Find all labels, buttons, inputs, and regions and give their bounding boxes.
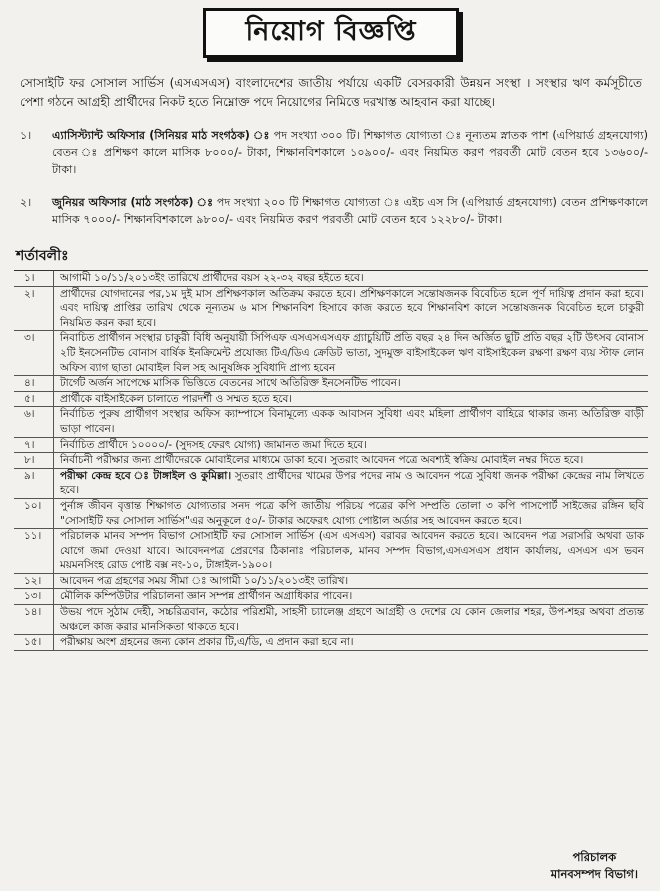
post-item [14, 127, 648, 178]
condition-body: পরীক্ষায় অংশ গ্রহনের জন্য কোন প্রকার টি,এ/ডি, এ প্রদান করা হবে না। [60, 636, 354, 649]
condition-body: টার্গেট অর্জন সাপেক্ষে মাসিক ভিত্তিতে বেতনের সাথে অতিরিক্ত ইনসেনটিভ পাবেন। [60, 377, 401, 390]
condition-number: ১২। [14, 574, 54, 589]
condition-body: নির্বাচনী পরীক্ষার জন্য প্রার্থীদেরকে মোবাইলের মাধ্যমে ডাকা হবে। সুতরাং আবেদন পত্রে অবশ্যই স্বক্রিয় মোবাইল নম্বর দিতে হবে। [60, 454, 584, 467]
condition-text [54, 453, 648, 468]
condition-body: প্রার্থীদের যোগদানের পর,১ম দুই মাস প্রশিক্ষণকাল অতিক্রম করতে হবে। প্রশিক্ষণকালে সন্তোষজনক বিবেচিত হলে পূর্ণ দায়িত্ব প্রদান করা হবে। এবং দায়িত্ব প্রাপ্তির তারিখ থেকে নূন্যতম ৬ মাস শিক্ষানবিশ হিসাবে কাজ করতে হবে শিক্ষানবিশ কালে সন্তোষজনক বিবেচিত হলে চাকুরী নিয়মিত করন করা হবে। [60, 287, 644, 329]
condition-row [14, 635, 648, 651]
condition-body: উভয় পদে সুঠাম দেহী, সচ্চরিত্রবান, কঠোর পরিশ্রমী, সাহসী চ্যালেঞ্জ গ্রহণে আগ্রহী ও দেশের যে কোন জেলার শহর, উপ-শহর অথবা প্রত্যন্ত অঞ্চলে কাজ করার মানসিকতা থাকতে হবে। [60, 606, 644, 633]
condition-row [14, 287, 648, 332]
condition-number: ১। [14, 271, 54, 286]
condition-number: ১৫। [14, 635, 54, 650]
condition-row [14, 271, 648, 287]
condition-text [54, 287, 648, 331]
condition-number: ১৩। [14, 589, 54, 604]
post-name: জুনিয়র অফিসার (মাঠ সংগঠক) ঃ [52, 196, 214, 209]
condition-body: পুর্নাঙ্গ জীবন বৃত্তান্ত শিক্ষাগত যোগ্যতার সনদ পত্রে কপি জাতীয় পরিচয় পত্রের কপি সম্প্রতি তোলা ৩ কপি পাসপোর্ট সাইজের রঙ্গিন ছবি "সোসাইটি ফর সোসাল সার্ভিস"এর অনুকূলে ৫০/- টাকার অফেরৎ যোগ্য পোষ্টাল অর্ডার সহ আবেদন করতে হবে। [60, 499, 644, 527]
condition-row [14, 392, 648, 408]
condition-row [14, 376, 648, 392]
post-details: পদ সংখ্যা ২০০ টি শিক্ষাগত যোগ্যতা ঃ এইচ এস সি (এপিয়ার্ড গ্রহনযোগ্য) বেতন প্রশিক্ষণকালে মাসিক ৭০০০/- শিক্ষানবিশকালে ৯৮০০/- এবং নিয়মিত করণ পরবর্তী মোট বেতন হবে ১২২৮০/- টাকা। [52, 196, 648, 226]
condition-text [54, 376, 648, 391]
condition-text [54, 392, 648, 407]
condition-number: ৩। [14, 331, 54, 375]
condition-number: ৬। [14, 407, 54, 436]
conditions-list [14, 270, 648, 651]
condition-body: সুতরাং প্রার্থীদের খামের উপর পদের নাম ও আবেদন পত্রে সুবিধা জনক পরীক্ষা কেন্দ্রের নাম লিখতে হবে। [60, 469, 644, 497]
post-text [52, 194, 648, 228]
condition-number: ৫। [14, 392, 54, 407]
condition-text [54, 271, 648, 286]
condition-row [14, 574, 648, 590]
condition-body: নির্বাচিত পুরুষ প্রার্থীগণ সংস্থার অফিস ক্যাম্পাসে বিনামূল্যে একক আবাসন সুবিধা এবং মহিলা প্রার্থীগণ বাহিরে থাকার জন্য অতিরিক্ত বাড়ী ভাড়া পাবেন। [60, 408, 644, 435]
condition-body: আবেদন পত্র গ্রহণের সময় সীমা ঃ আগামী ১০/১১/২০১৩ইং তারিখ। [60, 574, 349, 587]
condition-text [54, 499, 648, 528]
condition-number: ১৪। [14, 605, 54, 634]
condition-body: নির্বাচিত প্রার্থীদে ১০০০০/- (সুদসহ ফেরৎ যোগ্য) জামানত জমা দিতে হবে। [60, 438, 367, 451]
conditions-heading: শর্তাবলীঃ [16, 248, 69, 264]
condition-text [54, 605, 648, 634]
condition-row [14, 499, 648, 529]
post-item [14, 194, 648, 228]
condition-body: আগামী ১০/১১/২০১৩ইং তারিখে প্রার্থীদের বয়স ২২-৩২ বছর হইতে হবে। [60, 272, 364, 284]
post-number: ২। [20, 196, 32, 209]
condition-number: ৭। [14, 438, 54, 453]
condition-lead: পরীক্ষা কেন্দ্র হবে ঃ টাঙ্গাইল ও কুমিল্লা। [60, 469, 232, 482]
condition-number: ২। [14, 287, 54, 331]
condition-row [14, 438, 648, 454]
condition-body: নিবাচিত প্রার্থীগন সংস্থার চাকুরী বিধি অনুযায়ী সিপিএফ এসএসএসএফ গ্র্যাচুয়িটি প্রতি বছর ২৪ দিন অর্জিত ছুটি প্রতি বছর ২টি উৎসব বোনাস ২টি ইনসেনটিভ বোনাস বার্ষিক ইনক্রিমেন্ট প্রযোজ্য টিএ/ডিএ ক্রেডিট ভাতা, সুদমুক্ত বাইসাইকেল ঋণ বাইসাইকেল রক্ষণা রক্ষণ ব্যয় স্টাফ লোন অফিস ব্যাগ ছাতা মোবাইল বিল সহ আনুষঙ্গিক সুবিধাদি প্রাপ্য হবেন [60, 332, 644, 374]
condition-text [54, 438, 648, 453]
signature-dept: মানবসম্পদ বিভাগ। [550, 867, 638, 881]
signature-block [551, 849, 638, 883]
post-name: এ্যাসিস্ট্যান্ট অফিসার (সিনিয়র মাঠ সংগঠক) ঃ [52, 129, 270, 142]
condition-row [14, 469, 648, 499]
condition-text [54, 635, 648, 650]
condition-body: মৌলিক কম্পিউটার পরিচালনা জ্ঞান সম্পন্ন প্রার্থীগন অগ্রাধিকার পাবেন। [60, 590, 353, 603]
post-details: পদ সংখ্যা ৩০০ টি। শিক্ষাগত যোগ্যতা ঃ নূন্যতম স্নাতক পাশ (এপিয়ার্ড গ্রহনযোগ্য) বেতন ঃ প্রশিক্ষণ কালে মাসিক ৮০০০/- টাকা, শিক্ষানবিশকালে ১০৯০০/- এবং নিয়মিত করণ পরবর্তী মোট বেতন হবে ১৩৬০০/- টাকা। [52, 129, 648, 176]
condition-text [54, 469, 648, 498]
condition-number: ৮। [14, 453, 54, 468]
condition-text [54, 589, 648, 604]
condition-body: পরিচালক মানব সম্পদ বিভাগ সোসাইটি ফর সোসাল সার্ভিস (এস এসএস) বরাবর আবেদন করতে হবে। আবেদন পত্র সরাসরি অথবা ডাক যোগে জমা দেওয়া যাবে। আবেদনপত্র প্রেরণের ঠিকানাঃ পরিচালক, মানব সম্পদ বিভাগ,এসএসএস প্রধান কার্যালয়, এসএস এস ভবন ময়মনসিংহ রোড পোষ্ট বক্স নং-১০, টাঙ্গাইল-১৯০০। [60, 530, 644, 572]
condition-number: ১১। [14, 529, 54, 573]
post-number: ১। [20, 129, 32, 142]
condition-body: প্রার্থীকে বাইসাইকেল চালাতে পারদর্শী ও সম্মত হতে হবে। [60, 392, 293, 405]
post-text [52, 127, 648, 178]
intro-paragraph: সোসাইটি ফর সোসাল সার্ভিস (এসএসএস) বাংলাদেশের জাতীয় পর্যায়ে একটি বেসরকারী উন্নয়ন সংস্থা । সংস্থার ঋণ কর্মসূচীতে পেশা গঠনে আগ্রহী প্রার্থীদের নিকট হতে নিম্নোক্ত পদে নিয়োগের নিমিত্তে দরখাস্ত আহবান করা যাচ্ছে। [20, 76, 642, 109]
condition-row [14, 331, 648, 376]
condition-row [14, 529, 648, 574]
condition-number: ৪। [14, 376, 54, 391]
signature-title: পরিচালক [572, 850, 617, 864]
condition-text [54, 574, 648, 589]
condition-row [14, 589, 648, 605]
condition-row [14, 605, 648, 635]
post-list [14, 127, 648, 228]
condition-text [54, 331, 648, 375]
condition-row [14, 407, 648, 437]
condition-number: ১০। [14, 499, 54, 528]
condition-number: ৯। [14, 469, 54, 498]
notice-title: নিয়োগ বিজ্ঞপ্তি [203, 8, 459, 58]
condition-row [14, 453, 648, 469]
condition-text [54, 407, 648, 436]
condition-text [54, 529, 648, 573]
